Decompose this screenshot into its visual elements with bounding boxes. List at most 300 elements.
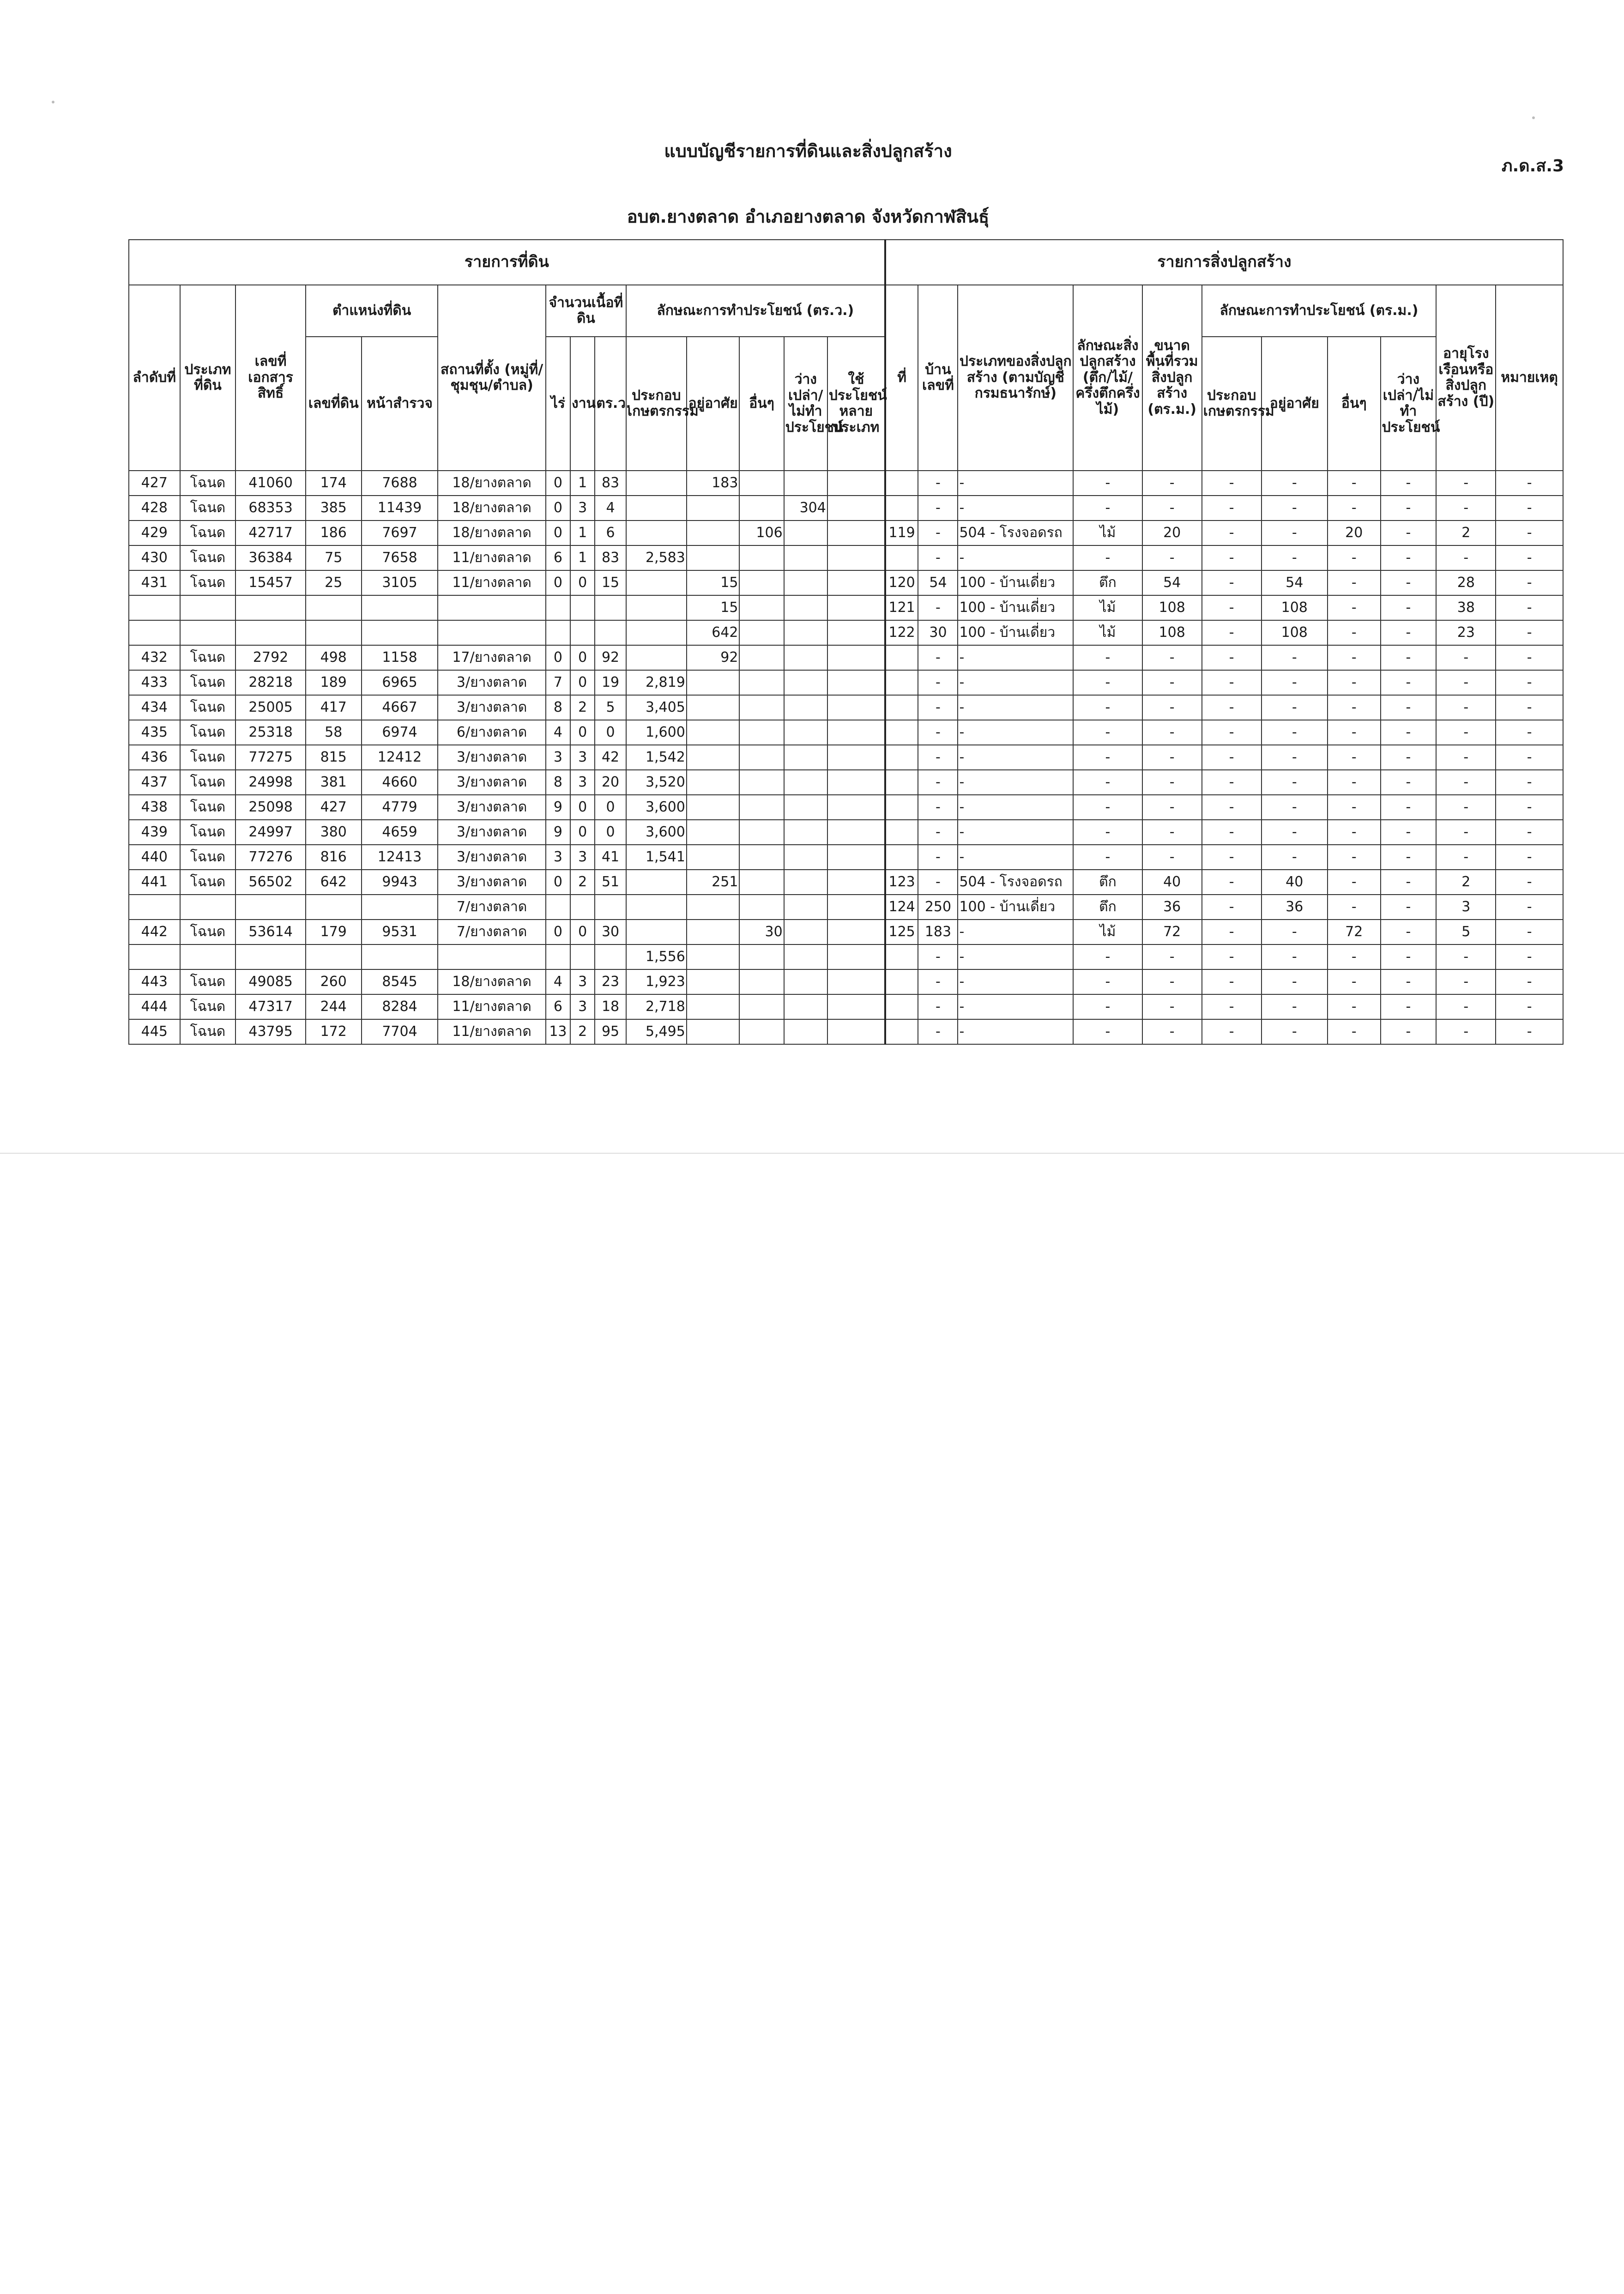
col-building-use: ลักษณะการทำประโยชน์ (ตร.ม.) — [1202, 285, 1437, 337]
table-cell — [827, 944, 885, 969]
table-cell: 3 — [546, 845, 570, 870]
table-row — [129, 895, 1563, 920]
table-cell: - — [1073, 471, 1142, 496]
table-cell: - — [958, 720, 1073, 745]
table-row — [129, 845, 1563, 870]
table-cell: 15 — [687, 570, 740, 595]
col-ngan: งาน — [570, 337, 595, 471]
table-cell — [827, 496, 885, 521]
table-cell: - — [1496, 645, 1563, 670]
table-cell: 77275 — [235, 745, 306, 770]
table-cell: 108 — [1262, 620, 1328, 645]
table-cell: - — [1262, 994, 1328, 1019]
table-cell — [827, 595, 885, 620]
table-cell: 7658 — [362, 545, 438, 570]
table-cell: โฉนด — [180, 795, 236, 820]
table-cell: 815 — [306, 745, 362, 770]
table-row — [129, 795, 1563, 820]
table-cell: - — [958, 471, 1073, 496]
table-cell: 0 — [595, 820, 626, 845]
table-cell: 4 — [546, 720, 570, 745]
table-cell — [784, 645, 827, 670]
table-cell — [595, 895, 626, 920]
table-cell — [827, 720, 885, 745]
table-cell — [438, 595, 545, 620]
table-cell: - — [1073, 545, 1142, 570]
table-cell: - — [958, 969, 1073, 994]
table-cell: 8 — [546, 695, 570, 720]
table-cell: - — [1142, 695, 1202, 720]
table-cell: 0 — [546, 645, 570, 670]
table-cell — [129, 620, 180, 645]
table-cell: - — [1436, 1019, 1496, 1044]
table-cell: 41060 — [235, 471, 306, 496]
table-cell — [885, 471, 918, 496]
table-cell: ตึก — [1073, 570, 1142, 595]
table-cell: - — [1073, 944, 1142, 969]
table-cell: 0 — [570, 670, 595, 695]
table-cell — [784, 521, 827, 545]
table-cell — [827, 570, 885, 595]
table-cell: - — [1381, 570, 1437, 595]
table-cell: - — [1328, 770, 1381, 795]
table-cell: - — [1381, 895, 1437, 920]
table-cell: 2 — [1436, 870, 1496, 895]
table-cell: 2792 — [235, 645, 306, 670]
table-cell: - — [1262, 521, 1328, 545]
table-cell: 83 — [595, 545, 626, 570]
table-cell — [362, 895, 438, 920]
table-cell: 2,718 — [626, 994, 687, 1019]
table-cell: 498 — [306, 645, 362, 670]
table-cell: - — [1381, 870, 1437, 895]
table-cell: - — [918, 745, 958, 770]
table-cell: 108 — [1142, 595, 1202, 620]
table-cell: 9 — [546, 820, 570, 845]
table-cell: 36 — [1262, 895, 1328, 920]
table-row — [129, 969, 1563, 994]
table-cell: 0 — [570, 820, 595, 845]
table-cell: - — [1073, 770, 1142, 795]
table-cell — [739, 496, 784, 521]
table-cell: 18/ยางตลาด — [438, 471, 545, 496]
table-cell: 15 — [687, 595, 740, 620]
table-cell: - — [1436, 994, 1496, 1019]
table-cell: 304 — [784, 496, 827, 521]
table-cell — [129, 595, 180, 620]
table-cell: 1 — [570, 471, 595, 496]
table-cell — [362, 944, 438, 969]
table-cell — [595, 620, 626, 645]
table-cell: 3,405 — [626, 695, 687, 720]
table-cell: - — [1142, 471, 1202, 496]
table-row — [129, 695, 1563, 720]
table-cell: - — [1328, 545, 1381, 570]
table-cell — [739, 620, 784, 645]
table-cell: 40 — [1262, 870, 1328, 895]
table-cell: 8284 — [362, 994, 438, 1019]
table-cell: 7688 — [362, 471, 438, 496]
table-cell: 186 — [306, 521, 362, 545]
table-cell — [687, 969, 740, 994]
table-cell: - — [1436, 670, 1496, 695]
table-cell: - — [1436, 496, 1496, 521]
table-cell: 385 — [306, 496, 362, 521]
table-cell: 3 — [570, 770, 595, 795]
table-cell: 4 — [546, 969, 570, 994]
table-cell: - — [1381, 695, 1437, 720]
table-cell: - — [1496, 471, 1563, 496]
col-area: จำนวนเนื้อที่ดิน — [546, 285, 626, 337]
table-cell: โฉนด — [180, 870, 236, 895]
table-cell: 174 — [306, 471, 362, 496]
table-cell — [687, 670, 740, 695]
table-cell: 20 — [595, 770, 626, 795]
table-cell: 23 — [1436, 620, 1496, 645]
table-cell: 0 — [546, 920, 570, 944]
table-cell: - — [1381, 994, 1437, 1019]
table-cell — [827, 695, 885, 720]
table-cell — [784, 595, 827, 620]
table-cell: - — [1262, 920, 1328, 944]
table-cell — [235, 895, 306, 920]
table-cell — [827, 920, 885, 944]
table-cell: โฉนด — [180, 670, 236, 695]
table-cell: - — [1328, 670, 1381, 695]
table-cell: โฉนด — [180, 1019, 236, 1044]
table-cell: - — [1328, 944, 1381, 969]
table-cell — [687, 795, 740, 820]
table-cell: 433 — [129, 670, 180, 695]
table-cell: - — [1496, 496, 1563, 521]
table-cell: โฉนด — [180, 969, 236, 994]
table-cell: 43795 — [235, 1019, 306, 1044]
table-cell: 124 — [885, 895, 918, 920]
table-cell: 4779 — [362, 795, 438, 820]
table-cell: 3/ยางตลาด — [438, 845, 545, 870]
col-building-size: ขนาดพื้นที่รวมสิ่งปลูกสร้าง (ตร.ม.) — [1142, 285, 1202, 471]
table-cell — [784, 795, 827, 820]
table-cell: 1,541 — [626, 845, 687, 870]
table-cell — [784, 895, 827, 920]
table-cell: 15 — [595, 570, 626, 595]
table-cell: 108 — [1142, 620, 1202, 645]
table-cell: - — [1436, 745, 1496, 770]
table-cell: - — [918, 870, 958, 895]
col-b-agri: ประกอบเกษตรกรรม — [1202, 337, 1262, 471]
table-cell: 0 — [546, 870, 570, 895]
table-cell: ไม้ — [1073, 620, 1142, 645]
table-cell: - — [1496, 545, 1563, 570]
table-cell: 443 — [129, 969, 180, 994]
col-wa: ตร.ว. — [595, 337, 626, 471]
table-cell: - — [1262, 795, 1328, 820]
table-cell: 179 — [306, 920, 362, 944]
table-cell — [784, 545, 827, 570]
table-cell: 58 — [306, 720, 362, 745]
table-cell: 3/ยางตลาด — [438, 770, 545, 795]
col-location: สถานที่ตั้ง (หมู่ที่/ชุมชุน/ตำบล) — [438, 285, 545, 471]
table-cell — [626, 620, 687, 645]
table-cell — [885, 545, 918, 570]
table-cell — [626, 920, 687, 944]
table-cell: - — [1328, 620, 1381, 645]
table-cell: - — [1496, 895, 1563, 920]
scan-speck — [1532, 116, 1535, 119]
table-cell: - — [1142, 496, 1202, 521]
table-cell: - — [1262, 745, 1328, 770]
table-cell: - — [1262, 695, 1328, 720]
table-cell: 189 — [306, 670, 362, 695]
table-cell: 17/ยางตลาด — [438, 645, 545, 670]
table-cell: 68353 — [235, 496, 306, 521]
table-cell — [885, 720, 918, 745]
table-cell — [626, 570, 687, 595]
table-cell: 106 — [739, 521, 784, 545]
table-cell — [306, 895, 362, 920]
table-cell: 3/ยางตลาด — [438, 795, 545, 820]
table-cell: 427 — [306, 795, 362, 820]
table-cell: - — [1328, 795, 1381, 820]
col-b-vacant: ว่างเปล่า/ไม่ทำประโยชน์ — [1381, 337, 1437, 471]
table-cell: - — [1496, 595, 1563, 620]
table-cell: - — [1381, 471, 1437, 496]
table-cell: - — [918, 496, 958, 521]
col-mixed: ใช้ประโยชน์หลายประเภท — [827, 337, 885, 471]
table-cell: - — [1073, 845, 1142, 870]
table-cell: - — [1328, 745, 1381, 770]
table-cell: 8 — [546, 770, 570, 795]
table-cell: - — [1381, 969, 1437, 994]
table-cell — [687, 820, 740, 845]
table-cell — [827, 521, 885, 545]
table-cell: - — [1073, 745, 1142, 770]
table-cell: 3 — [570, 496, 595, 521]
table-cell — [885, 745, 918, 770]
table-cell — [626, 521, 687, 545]
table-cell: - — [1496, 845, 1563, 870]
col-remark: หมายเหตุ — [1496, 285, 1563, 471]
land-section-header: รายการที่ดิน — [129, 240, 885, 285]
table-cell: 3105 — [362, 570, 438, 595]
table-cell: - — [1202, 570, 1262, 595]
table-cell: - — [1436, 944, 1496, 969]
table-cell: - — [1202, 745, 1262, 770]
table-row — [129, 820, 1563, 845]
table-cell: - — [1142, 670, 1202, 695]
table-cell: 20 — [1142, 521, 1202, 545]
table-cell: 435 — [129, 720, 180, 745]
table-cell — [885, 1019, 918, 1044]
table-cell — [885, 795, 918, 820]
table-cell: - — [1496, 720, 1563, 745]
table-cell: 7/ยางตลาด — [438, 920, 545, 944]
table-cell: 432 — [129, 645, 180, 670]
table-cell — [784, 820, 827, 845]
table-cell — [546, 895, 570, 920]
table-cell: - — [1073, 670, 1142, 695]
table-cell: 19 — [595, 670, 626, 695]
table-cell: โฉนด — [180, 695, 236, 720]
table-cell: 18 — [595, 994, 626, 1019]
table-cell — [687, 521, 740, 545]
table-cell — [626, 496, 687, 521]
table-cell: - — [1073, 994, 1142, 1019]
table-cell: - — [1142, 720, 1202, 745]
table-cell: - — [1142, 545, 1202, 570]
table-cell: 3 — [570, 745, 595, 770]
table-cell: 6 — [546, 994, 570, 1019]
table-cell: 51 — [595, 870, 626, 895]
table-cell: - — [1496, 745, 1563, 770]
table-cell: - — [1073, 820, 1142, 845]
table-cell: 816 — [306, 845, 362, 870]
col-land-use: ลักษณะการทำประโยชน์ (ตร.ว.) — [626, 285, 885, 337]
table-cell — [595, 944, 626, 969]
table-cell: 6/ยางตลาด — [438, 720, 545, 745]
table-cell: - — [1142, 770, 1202, 795]
table-cell — [739, 820, 784, 845]
table-cell: 30 — [595, 920, 626, 944]
table-cell: - — [1202, 820, 1262, 845]
table-cell: - — [1073, 645, 1142, 670]
table-cell: - — [1202, 895, 1262, 920]
table-cell: ไม้ — [1073, 595, 1142, 620]
table-cell: - — [1262, 645, 1328, 670]
table-cell: 95 — [595, 1019, 626, 1044]
table-cell: 1,600 — [626, 720, 687, 745]
table-cell — [739, 471, 784, 496]
table-cell: - — [1381, 1019, 1437, 1044]
table-cell: - — [958, 1019, 1073, 1044]
table-cell — [595, 595, 626, 620]
table-cell: - — [1262, 496, 1328, 521]
col-building-age: อายุโรงเรือนหรือสิ่งปลูกสร้าง (ปี) — [1436, 285, 1496, 471]
table-cell: 23 — [595, 969, 626, 994]
table-cell: 4659 — [362, 820, 438, 845]
table-cell: 24998 — [235, 770, 306, 795]
table-cell: - — [918, 471, 958, 496]
table-cell: - — [1496, 969, 1563, 994]
table-cell — [687, 496, 740, 521]
table-cell: โฉนด — [180, 745, 236, 770]
table-cell: 441 — [129, 870, 180, 895]
table-cell — [885, 944, 918, 969]
table-cell: - — [1328, 595, 1381, 620]
table-cell: 5 — [1436, 920, 1496, 944]
table-cell — [784, 670, 827, 695]
table-cell — [784, 570, 827, 595]
table-cell: - — [1496, 670, 1563, 695]
table-cell — [570, 944, 595, 969]
table-cell: 0 — [546, 570, 570, 595]
table-cell: - — [1202, 770, 1262, 795]
table-row — [129, 645, 1563, 670]
table-cell: 2 — [570, 870, 595, 895]
table-cell: - — [1142, 820, 1202, 845]
table-cell: - — [1436, 820, 1496, 845]
table-cell: - — [1202, 545, 1262, 570]
table-cell: - — [918, 695, 958, 720]
table-cell: - — [1436, 720, 1496, 745]
table-row — [129, 570, 1563, 595]
table-cell: - — [1142, 845, 1202, 870]
table-cell — [687, 1019, 740, 1044]
table-row — [129, 595, 1563, 620]
table-cell: 25005 — [235, 695, 306, 720]
table-cell: 8545 — [362, 969, 438, 994]
table-cell — [827, 895, 885, 920]
table-cell: 172 — [306, 1019, 362, 1044]
table-cell — [687, 720, 740, 745]
table-cell — [827, 870, 885, 895]
table-cell — [687, 545, 740, 570]
table-cell: 381 — [306, 770, 362, 795]
table-row — [129, 496, 1563, 521]
table-cell: - — [1202, 645, 1262, 670]
table-cell — [306, 620, 362, 645]
table-cell — [626, 870, 687, 895]
table-cell — [784, 471, 827, 496]
table-cell — [827, 745, 885, 770]
table-row — [129, 944, 1563, 969]
table-cell: 439 — [129, 820, 180, 845]
table-cell: 3,600 — [626, 795, 687, 820]
table-cell — [827, 969, 885, 994]
table-cell: - — [1381, 645, 1437, 670]
table-row — [129, 745, 1563, 770]
table-cell: 100 - บ้านเดี่ยว — [958, 595, 1073, 620]
table-cell — [129, 895, 180, 920]
table-cell: - — [918, 670, 958, 695]
table-cell — [739, 895, 784, 920]
table-cell — [827, 620, 885, 645]
table-cell: 7/ยางตลาด — [438, 895, 545, 920]
document-subtitle: อบต.ยางตลาด อำเภอยางตลาด จังหวัดกาฬสินธุ์ — [627, 206, 990, 227]
table-cell: - — [1262, 969, 1328, 994]
table-cell: 0 — [546, 521, 570, 545]
table-cell: - — [1328, 720, 1381, 745]
scan-speck — [52, 101, 54, 103]
table-cell: - — [1262, 845, 1328, 870]
table-cell: - — [958, 695, 1073, 720]
table-cell: 25 — [306, 570, 362, 595]
table-cell: 53614 — [235, 920, 306, 944]
table-cell: ตึก — [1073, 895, 1142, 920]
table-cell — [784, 720, 827, 745]
table-row — [129, 1019, 1563, 1044]
table-cell: - — [1328, 570, 1381, 595]
table-cell — [885, 770, 918, 795]
table-cell — [739, 720, 784, 745]
table-cell: - — [1328, 695, 1381, 720]
table-cell: - — [1202, 969, 1262, 994]
table-cell — [827, 645, 885, 670]
table-cell — [784, 994, 827, 1019]
table-cell: 123 — [885, 870, 918, 895]
table-cell — [739, 645, 784, 670]
table-cell: - — [918, 845, 958, 870]
table-cell: - — [1202, 994, 1262, 1019]
table-cell: - — [1202, 795, 1262, 820]
table-cell — [784, 944, 827, 969]
table-cell: 2 — [570, 695, 595, 720]
table-cell: 11/ยางตลาด — [438, 1019, 545, 1044]
table-cell: - — [1496, 795, 1563, 820]
table-cell: 11/ยางตลาด — [438, 994, 545, 1019]
table-cell: 3,520 — [626, 770, 687, 795]
table-row — [129, 994, 1563, 1019]
